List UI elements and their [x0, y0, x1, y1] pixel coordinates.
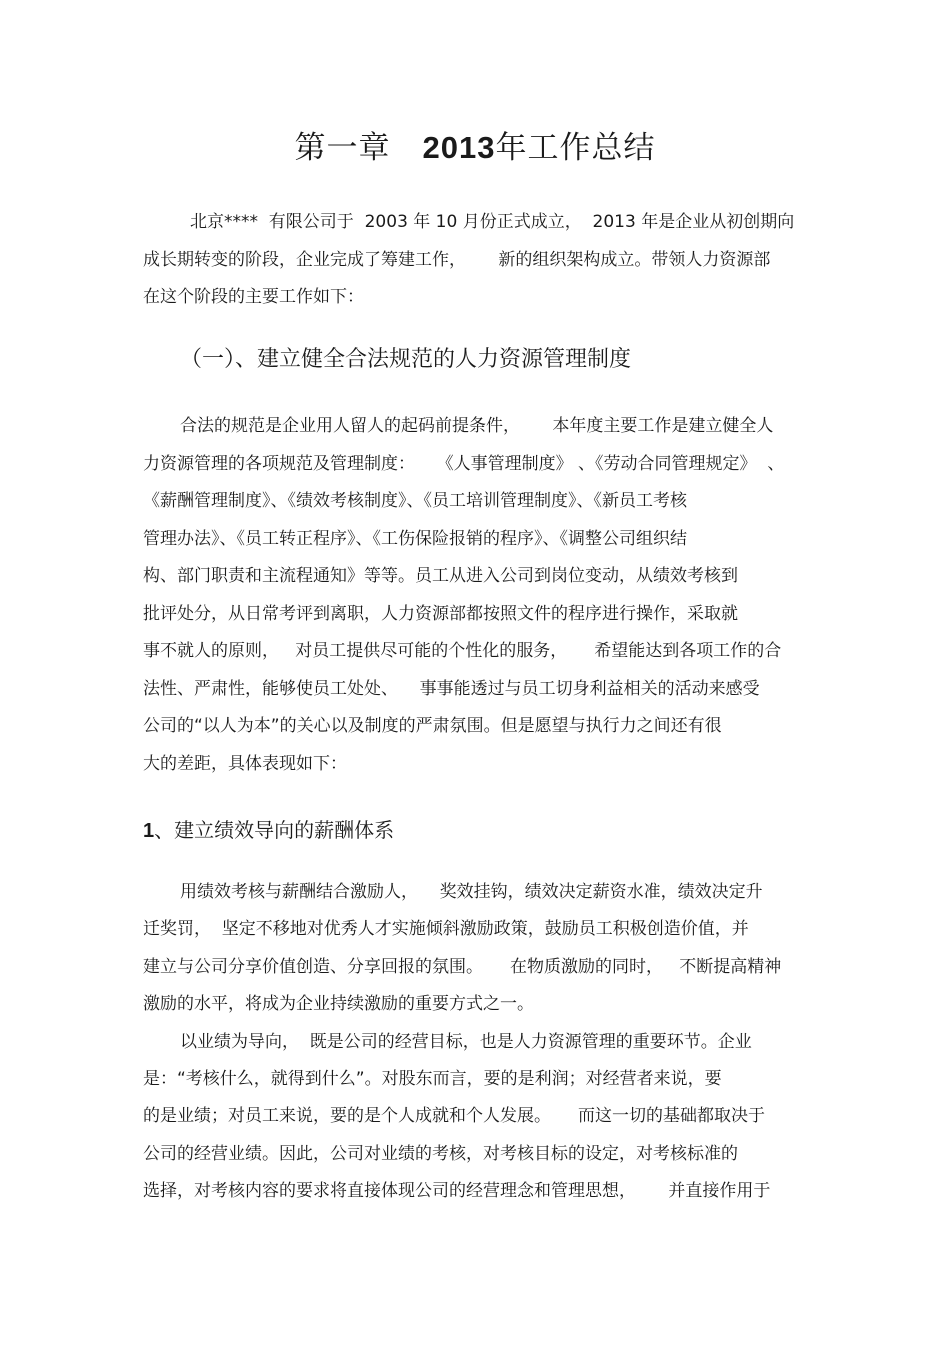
paragraph-line: 的是业绩；对员工来说，要的是个人成就和个人发展。 而这一切的基础都取决于	[143, 1106, 766, 1126]
chapter-title-prefix: 第一章	[294, 130, 391, 166]
paragraph-line: 以业绩为导向， 既是公司的经营目标，也是人力资源管理的重要环节。企业	[180, 1032, 752, 1052]
intro-line: 在这个阶段的主要工作如下：	[143, 287, 364, 307]
subsection-heading	[143, 815, 394, 846]
paragraph-line: 是：“考核什么，就得到什么”。对股东而言，要的是利润；对经营者来说，要	[143, 1069, 722, 1089]
subsection-heading-text: 、建立绩效导向的薪酬体系	[154, 818, 395, 842]
intro-line: 成长期转变的阶段，企业完成了筹建工作， 新的组织架构成立。带领人力资源部	[143, 250, 771, 270]
paragraph-line: 建立与公司分享价值创造、分享回报的氛围。 在物质激励的同时， 不断提高精神	[143, 957, 782, 977]
chapter-title-suffix: 年工作总结	[495, 130, 656, 166]
chapter-title	[0, 128, 950, 168]
intro-line: 北京**** 有限公司于 2003 年 10 月份正式成立， 2013 年是企业从初创期向	[190, 212, 795, 232]
paragraph-line: 选择，对考核内容的要求将直接体现公司的经营理念和管理思想， 并直接作用于	[143, 1181, 771, 1201]
paragraph-line: 公司的经营业绩。因此，公司对业绩的考核，对考核目标的设定，对考核标准的	[143, 1144, 738, 1164]
section-body-line: 构、部门职责和主流程通知》等等。员工从进入公司到岗位变动，从绩效考核到	[143, 566, 738, 586]
subsection-number: 1	[143, 820, 155, 842]
section-body-line: 公司的“以人为本”的关心以及制度的严肃氛围。但是愿望与执行力之间还有很	[143, 716, 722, 736]
section-body-line: 法性、严肃性，能够使员工处处、 事事能透过与员工切身利益相关的活动来感受	[143, 679, 760, 699]
section-body-line: 大的差距，具体表现如下：	[143, 754, 347, 774]
section-heading: （一）、建立健全合法规范的人力资源管理制度	[180, 347, 632, 372]
paragraph-line: 迁奖罚， 坚定不移地对优秀人才实施倾斜激励政策，鼓励员工积极创造价值，并	[143, 919, 749, 939]
section-body-line: 管理办法》、《员工转正程序》、《工伤保险报销的程序》、《调整公司组织结	[143, 529, 687, 549]
section-body-line: 批评处分，从日常考评到离职，人力资源部都按照文件的程序进行操作，采取就	[143, 604, 738, 624]
section-body-line: 事不就人的原则， 对员工提供尽可能的个性化的服务， 希望能达到各项工作的合	[143, 641, 782, 661]
paragraph-line: 用绩效考核与薪酬结合激励人， 奖效挂钩，绩效决定薪资水准，绩效决定升	[180, 882, 763, 902]
paragraph-line: 激励的水平，将成为企业持续激励的重要方式之一。	[143, 994, 534, 1014]
chapter-title-year: 2013	[422, 130, 496, 165]
section-body-line: 合法的规范是企业用人留人的起码前提条件， 本年度主要工作是建立健全人	[180, 416, 774, 436]
section-body-line: 《薪酬管理制度》、《绩效考核制度》、《员工培训管理制度》、《新员工考核	[143, 491, 687, 511]
section-body-line: 力资源管理的各项规范及管理制度： 《人事管理制度》 、《劳动合同管理规定》 、	[143, 454, 785, 474]
